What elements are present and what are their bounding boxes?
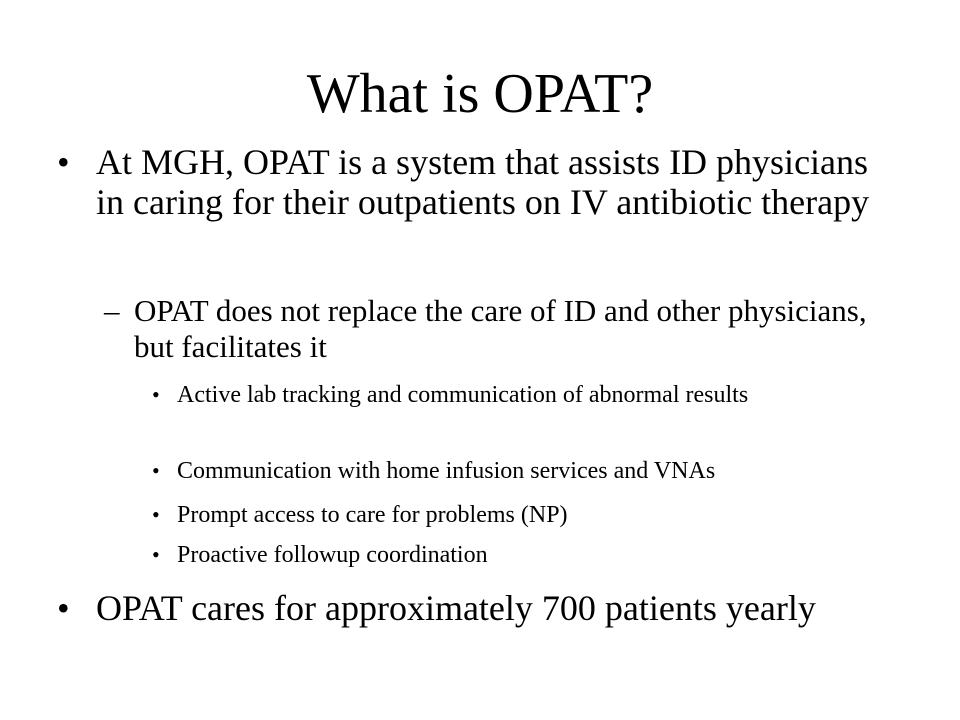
bullet-text: Active lab tracking and communication of abnormal results (177, 382, 749, 408)
bullet-marker: • (57, 588, 70, 628)
bullet-marker: • (57, 142, 70, 182)
slide-title: What is OPAT? (306, 63, 654, 125)
bullet-text: Communication with home infusion services and VNAs (177, 458, 716, 484)
bullet-marker: • (152, 458, 160, 483)
bullet-marker: • (152, 382, 160, 407)
bullet-text: Prompt access to care for problems (NP) (177, 502, 568, 528)
bullet-text: OPAT cares for approximately 700 patients yearly (96, 588, 816, 628)
bullet-marker: • (152, 542, 160, 567)
bullet-text: OPAT does not replace the care of ID and other physicians, but facilitates it (134, 293, 867, 364)
bullet-text: At MGH, OPAT is a system that assists ID physicians in caring for their outpatients on IV antibiotic therapy (96, 142, 870, 222)
bullet-text: Proactive followup coordination (177, 542, 488, 568)
dash-marker: – (104, 293, 120, 328)
bullet-marker: • (152, 502, 160, 527)
